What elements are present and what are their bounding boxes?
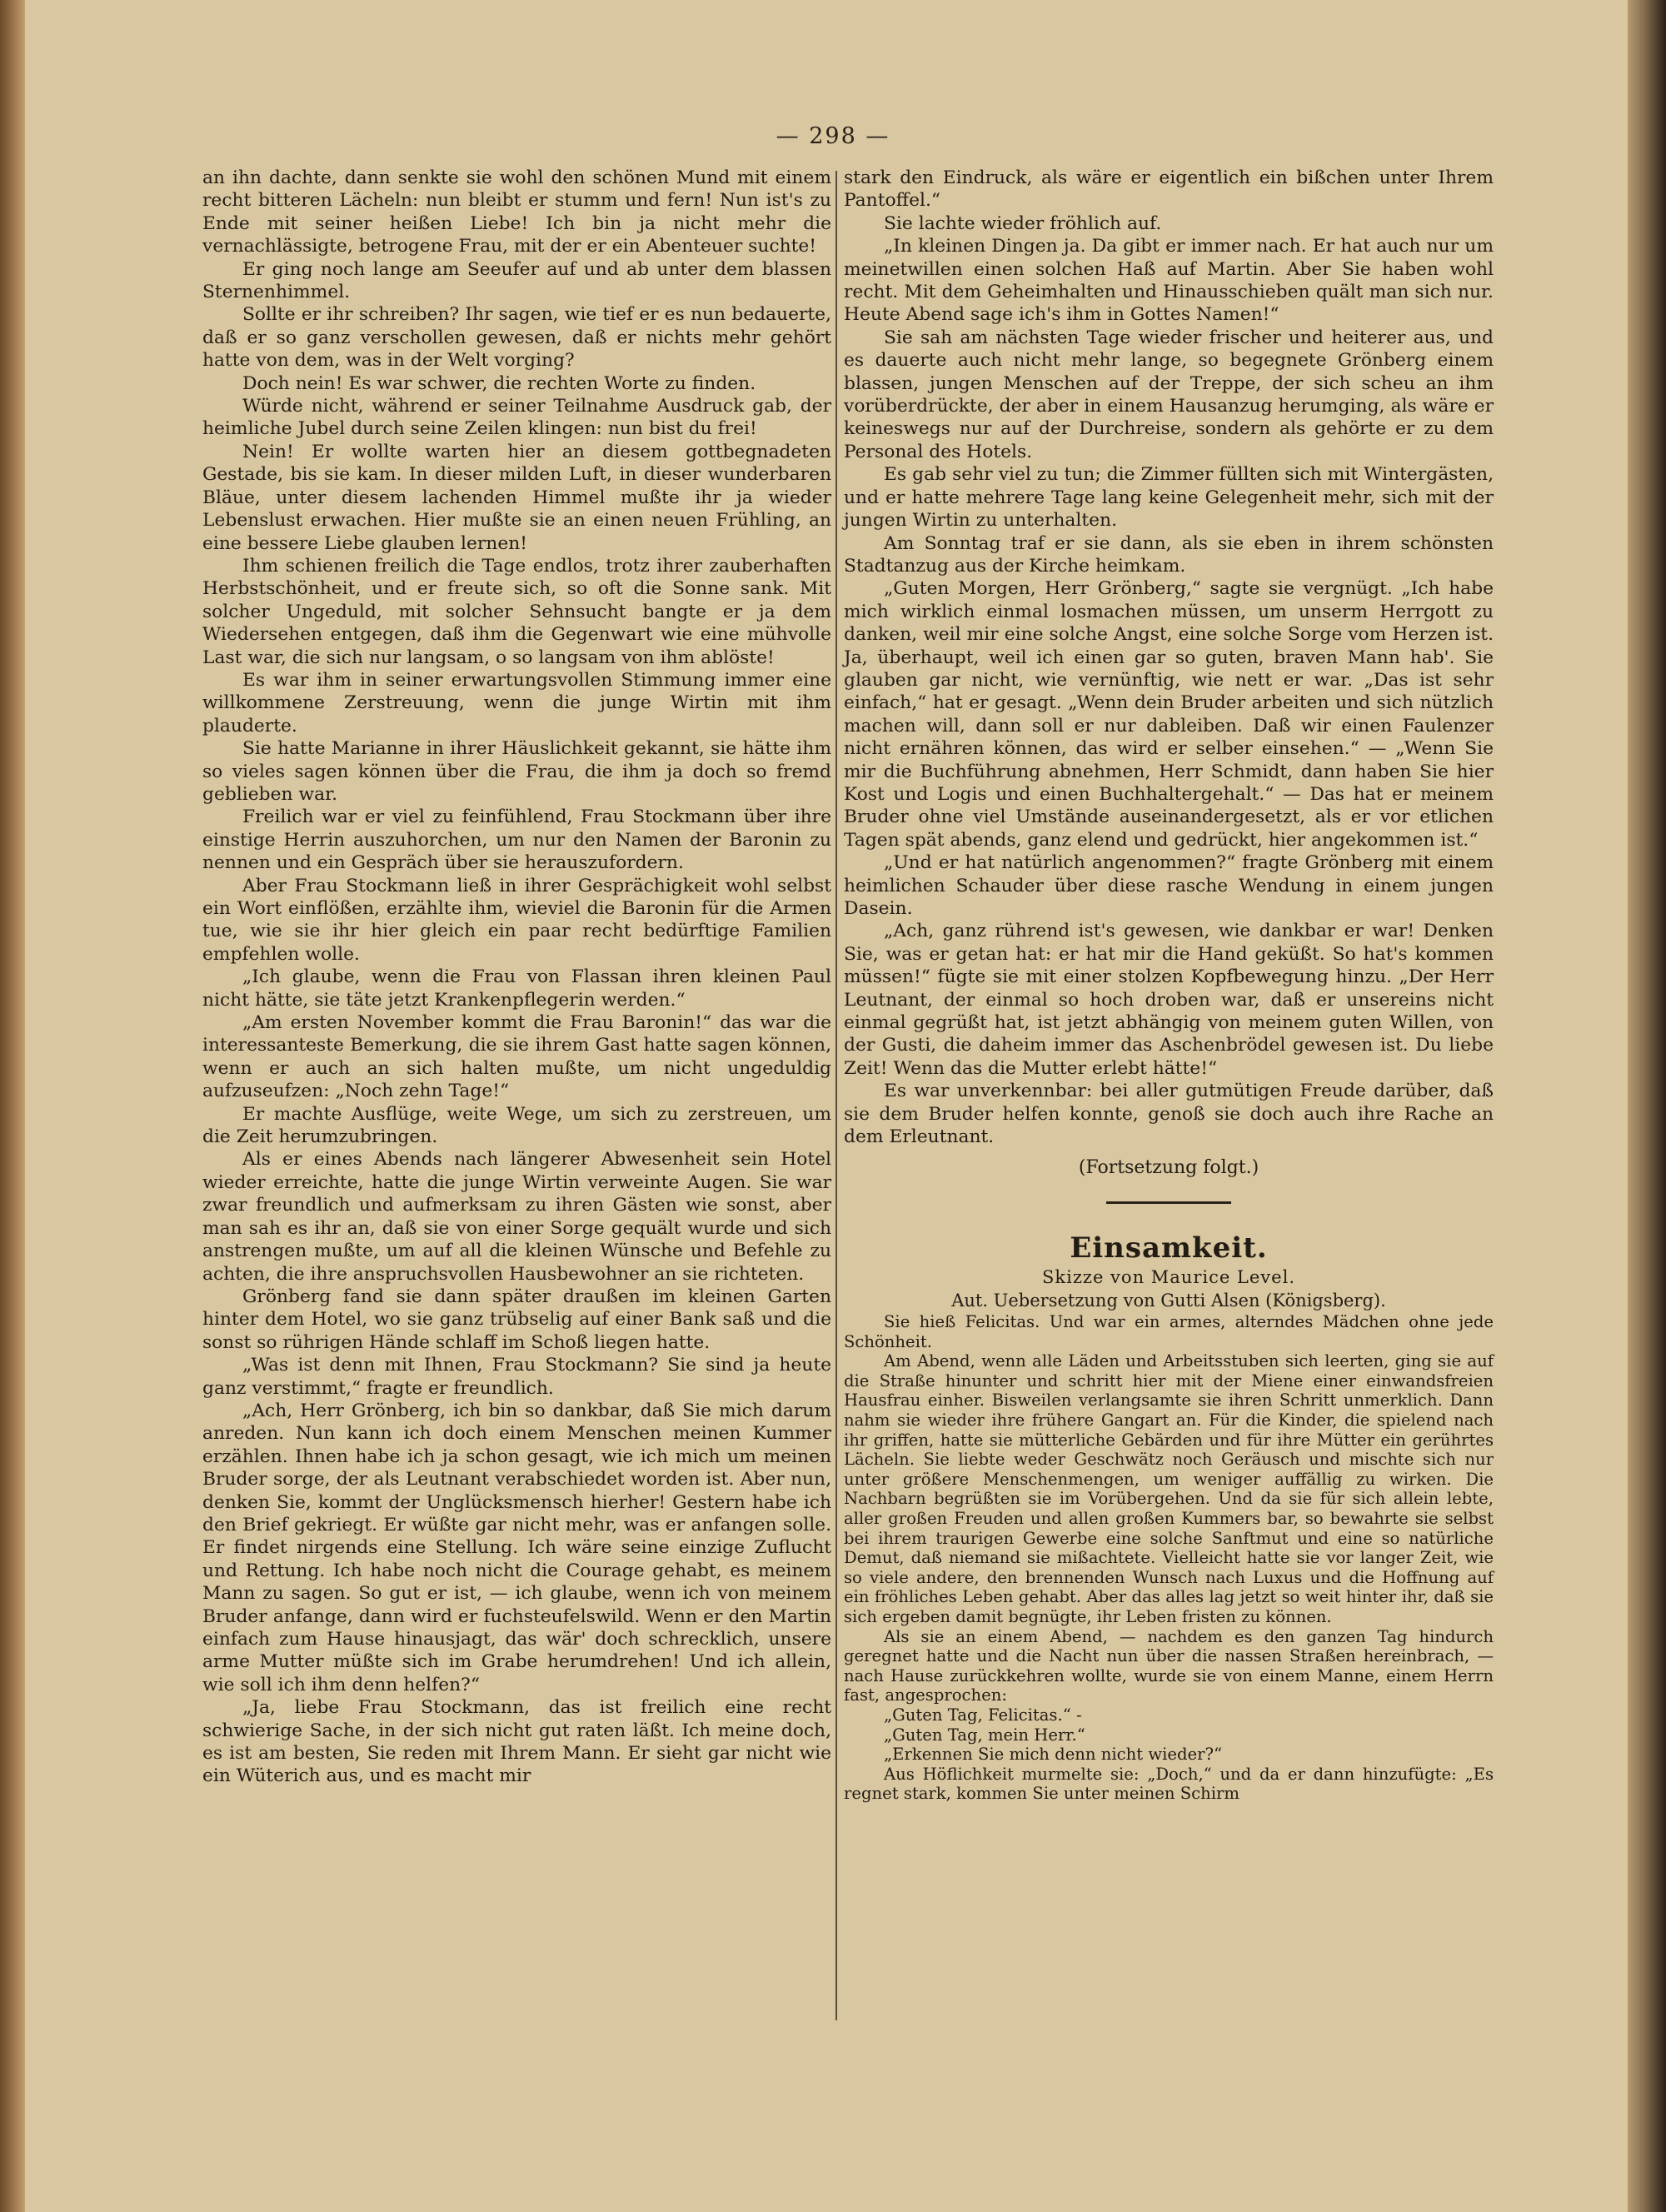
left-column: [202, 167, 831, 1788]
paragraph: Sie sah am nächsten Tage wieder frischer und heiterer aus, und es dauerte auch nicht mehr lange, so begegnete Grönberg einem blassen, jungen Menschen auf der Treppe, der sich scheu an ihm vorüberdrückte, der aber in einem Hausanzug herumging, als wäre er keineswegs nur auf der Durchreise, sondern als gehörte er zu dem Personal des Hotels.: [844, 327, 1494, 462]
paragraph: an ihn dachte, dann senkte sie wohl den schönen Mund mit einem recht bitteren Lächeln: nun bleibt er stumm und fern! Nun ist's zu Ende mit seiner heißen Liebe! Ich bin ja nicht mehr die vernachlässigte, betrogene Frau, mit der er ein Abenteuer suchte!: [202, 167, 831, 257]
story-title: Einsamkeit.: [1070, 1231, 1268, 1265]
paragraph: Doch nein! Es war schwer, die rechten Worte zu finden.: [242, 372, 756, 394]
paragraph: Sollte er ihr schreiben? Ihr sagen, wie tief er es nun bedauerte, daß er so ganz verschollen gewesen, daß er nichts mehr gehört hatte von dem, was in der Welt vorging?: [202, 304, 831, 372]
paragraph: „Guten Tag, Felicitas.“ -: [884, 1705, 1082, 1725]
novel-continuation: [844, 167, 1494, 1148]
story-translator: Aut. Uebersetzung von Gutti Alsen (Königsberg).: [951, 1290, 1386, 1311]
paragraph: „Ich glaube, wenn die Frau von Flassan ihren kleinen Paul nicht hätte, sie täte jetzt Krankenpflegerin werden.“: [202, 966, 831, 1011]
paragraph: Am Abend, wenn alle Läden und Arbeitsstuben sich leerten, ging sie auf die Straße hinunter und schritt hier mit der Miene einer einwandsfreien Hausfrau einher. Bisweilen verlangsamte sie ihren Schritt unmerklich. Dann nahm sie wieder ihre frühere Gangart an. Für die Kinder, die spielend nach ihr griffen, hatte sie mütterliche Gebärden und für ihre Mütter ein gerührtes Lächeln. Sie liebte weder Geschwätz noch Geräusch und mischte sich nur unter größere Menschenmengen, um weniger auffällig zu wirken. Die Nachbarn begrüßten sie im Vorübergehen. Und da sie für sich allein lebte, aller großen Freuden und allen großen Kummers bar, so bewahrte sie selbst bei ihrem traurigen Gewerbe eine solche Sanftmut und eine so natürliche Demut, daß niemand sie mißachtete. Vielleicht hatte sie vor langer Zeit, wie so viele andere, den brennenden Wunsch nach Luxus und die Hoffnung auf ein fröhliches Leben gehabt. Aber das alles lag jetzt so weit hinter ihr, daß sie sich ergeben damit begnügte, ihr Leben fristen zu können.: [844, 1351, 1494, 1626]
paragraph: „Ja, liebe Frau Stockmann, das ist freilich eine recht schwierige Sache, in der sich nicht gut raten läßt. Ich meine doch, es ist am besten, Sie reden mit Ihrem Mann. Er sieht gar nicht wie ein Wüterich aus, und es macht mir: [202, 1697, 831, 1787]
paragraph: Er ging noch lange am Seeufer auf und ab unter dem blassen Sternenhimmel.: [202, 258, 831, 303]
story-body: [844, 1312, 1494, 1804]
paragraph: Er machte Ausflüge, weite Wege, um sich zu zerstreuen, um die Zeit herumzubringen.: [202, 1103, 831, 1148]
paragraph: Aus Höflichkeit murmelte sie: „Doch,“ und da er dann hinzufügte: „Es regnet stark, kommen Sie unter meinen Schirm: [844, 1764, 1494, 1804]
paragraph: Nein! Er wollte warten hier an diesem gottbegnadeten Gestade, bis sie kam. In dieser milden Luft, in dieser wunderbaren Bläue, unter diesem lachenden Himmel mußte ihr ja wieder Lebenslust erwachen. Hier mußte sie an einen neuen Frühling, an eine bessere Liebe glauben lernen!: [202, 441, 831, 554]
paragraph: Es war ihm in seiner erwartungsvollen Stimmung immer eine willkommene Zerstreuung, wenn die junge Wirtin mit ihm plauderte.: [202, 669, 831, 737]
paragraph: „Ach, Herr Grönberg, ich bin so dankbar, daß Sie mich darum anreden. Nun kann ich doch einem Menschen meinen Kummer erzählen. Ihnen habe ich ja schon gesagt, wie ich mich um meinen Bruder sorge, der als Leutnant verabschiedet worden ist. Aber nun, denken Sie, kommt der Unglücksmensch hierher! Gestern habe ich den Brief gekriegt. Er wüßte gar nicht mehr, was er anfangen solle. Er findet nirgends eine Stellung. Ich wäre seine einzige Zuflucht und Rettung. Ich habe noch nicht die Courage gehabt, es meinem Mann zu sagen. So gut er ist, — ich glaube, wenn ich von meinem Bruder anfange, dann wird er fuchsteufelswild. Wenn er den Martin einfach zum Hause hinausjagt, das wär' doch schrecklich, unsere arme Mutter müßte sich im Grabe herumdrehen! Und ich allein, wie soll ich ihm denn helfen?“: [202, 1400, 831, 1695]
paragraph: Es war unverkennbar: bei aller gutmütigen Freude darüber, daß sie dem Bruder helfen konnte, genoß sie doch auch ihre Rache an dem Erleutnant.: [844, 1081, 1494, 1148]
column-divider: [835, 171, 837, 2020]
paragraph: Als sie an einem Abend, — nachdem es den ganzen Tag hindurch geregnet hatte und die Nacht nun über die nassen Straßen hereinbrach, — nach Hause zurückkehren wollte, wurde sie von einem Manne, einem Herrn fast, angesprochen:: [844, 1626, 1494, 1705]
paragraph: stark den Eindruck, als wäre er eigentlich ein bißchen unter Ihrem Pantoffel.“: [844, 167, 1494, 212]
paragraph: Als er eines Abends nach längerer Abwesenheit sein Hotel wieder erreichte, hatte die junge Wirtin verweinte Augen. Sie war zwar freundlich und aufmerksam zu ihren Gästen wie sonst, aber man sah es ihr an, daß sie von einer Sorge gequält wurde und sich anstrengen mußte, um auf all die kleinen Wünsche und Befehle zu achten, die ihre anspruchsvollen Hausbewohner an sie richteten.: [202, 1149, 831, 1285]
paragraph: Am Sonntag traf er sie dann, als sie eben in ihrem schönsten Stadtanzug aus der Kirche heimkam.: [844, 532, 1494, 577]
paragraph: „Erkennen Sie mich denn nicht wieder?“: [884, 1745, 1222, 1765]
paragraph: Sie hatte Marianne in ihrer Häuslichkeit gekannt, sie hätte ihm so vieles sagen können über die Frau, die ihm ja doch so fremd geblieben war.: [202, 738, 831, 805]
section-separator: [1106, 1201, 1231, 1204]
paragraph: Grönberg fand sie dann später draußen im kleinen Garten hinter dem Hotel, wo sie ganz trübselig auf einer Bank saß und die sonst so rührigen Hände schlaff im Schoß liegen hatte.: [202, 1286, 831, 1353]
paragraph: „Guten Tag, mein Herr.“: [884, 1725, 1085, 1745]
page-number: — 298 —: [776, 123, 890, 149]
paragraph: Ihm schienen freilich die Tage endlos, trotz ihrer zauberhaften Herbstschönheit, und er freute sich, so oft die Sonne sank. Mit solcher Ungeduld, mit solcher Sehnsucht bangte er ja dem Wiedersehen entgegen, daß ihm die Gegenwart wie eine mühvolle Last war, die sich nur langsam, o so langsam von ihm ablöste!: [202, 555, 831, 668]
book-binding: [0, 0, 25, 2212]
paragraph: Aber Frau Stockmann ließ in ihrer Gesprächigkeit wohl selbst ein Wort einflößen, erzählte ihm, wieviel die Baronin für die Armen tue, wie sie ihr hier gleich ein paar recht bedürftige Familien empfehlen wolle.: [202, 875, 831, 965]
right-column: [844, 167, 1494, 1804]
continuation-note: (Fortsetzung folgt.): [1078, 1157, 1259, 1179]
paragraph: Es gab sehr viel zu tun; die Zimmer füllten sich mit Wintergästen, und er hatte mehrere Tage lang keine Gelegenheit mehr, sich mit der jungen Wirtin zu unterhalten.: [844, 464, 1494, 532]
paragraph: Sie hieß Felicitas. Und war ein armes, alterndes Mädchen ohne jede Schönheit.: [844, 1312, 1494, 1351]
paragraph: Sie lachte wieder fröhlich auf.: [884, 212, 1162, 234]
paragraph: „Und er hat natürlich angenommen?“ fragte Grönberg mit einem heimlichen Schauder über diese rasche Wendung in einem jungen Dasein.: [844, 852, 1494, 919]
story-subtitle: Skizze von Maurice Level.: [1042, 1267, 1295, 1288]
paragraph: „Guten Morgen, Herr Grönberg,“ sagte sie vergnügt. „Ich habe mich wirklich einmal losmachen müssen, um unserm Herrgott zu danken, weil mir eine solche Angst, eine solche Sorge vom Herzen ist. Ja, überhaupt, weil ich einen gar so guten, braven Mann hab'. Sie glauben gar nicht, wie vernünftig, wie nett er war. „Das ist sehr einfach,“ hat er gesagt. „Wenn dein Bruder arbeiten und sich nützlich machen will, dann soll er nur dableiben. Daß wir einen Faulenzer nicht ernähren können, das wird er selber einsehen.“ — „Wenn Sie mir die Buchführung abnehmen, Herr Schmidt, dann haben Sie hier Kost und Logis und einen Buchhaltergehalt.“ — Das hat er meinem Bruder ohne viel Umstände auseinandergesetzt, als er vor etlichen Tagen spät abends, ganz elend und gedrückt, hier angekommen ist.“: [844, 578, 1494, 851]
paragraph: „Was ist denn mit Ihnen, Frau Stockmann? Sie sind ja heute ganz verstimmt,“ fragte er freundlich.: [202, 1355, 831, 1399]
paragraph: Freilich war er viel zu feinfühlend, Frau Stockmann über ihre einstige Herrin auszuhorchen, um nur den Namen der Baronin zu nennen und ein Gespräch über sie herauszufordern.: [202, 806, 831, 874]
paragraph: „In kleinen Dingen ja. Da gibt er immer nach. Er hat auch nur um meinetwillen einen solchen Haß auf Martin. Aber Sie haben wohl recht. Mit dem Geheimhalten und Hinausschieben quält man sich nur. Heute Abend sage ich's ihm in Gottes Namen!“: [844, 236, 1494, 326]
paragraph: „Ach, ganz rührend ist's gewesen, wie dankbar er war! Denken Sie, was er getan hat: er hat mir die Hand geküßt. So hat's kommen müssen!“ fügte sie mit einer stolzen Kopfbewegung hinzu. „Der Herr Leutnant, der einmal so hoch droben war, daß er unsereins nicht einmal gegrüßt hat, ist jetzt abhängig von meinem guten Willen, von der Gusti, die daheim immer das Aschenbrödel gewesen ist. Du liebe Zeit! Wenn das die Mutter erlebt hätte!“: [844, 921, 1494, 1079]
paragraph: Würde nicht, während er seiner Teilnahme Ausdruck gab, der heimliche Jubel durch seine Zeilen klingen: nun bist du frei!: [202, 396, 831, 440]
paragraph: „Am ersten November kommt die Frau Baronin!“ das war die interessanteste Bemerkung, die sie ihrem Gast hatte sagen können, wenn er auch an sich halten mußte, um nicht ungeduldig aufzuseufzen: „Noch zehn Tage!“: [202, 1012, 831, 1102]
page-edge-shadow: [1628, 0, 1666, 2212]
